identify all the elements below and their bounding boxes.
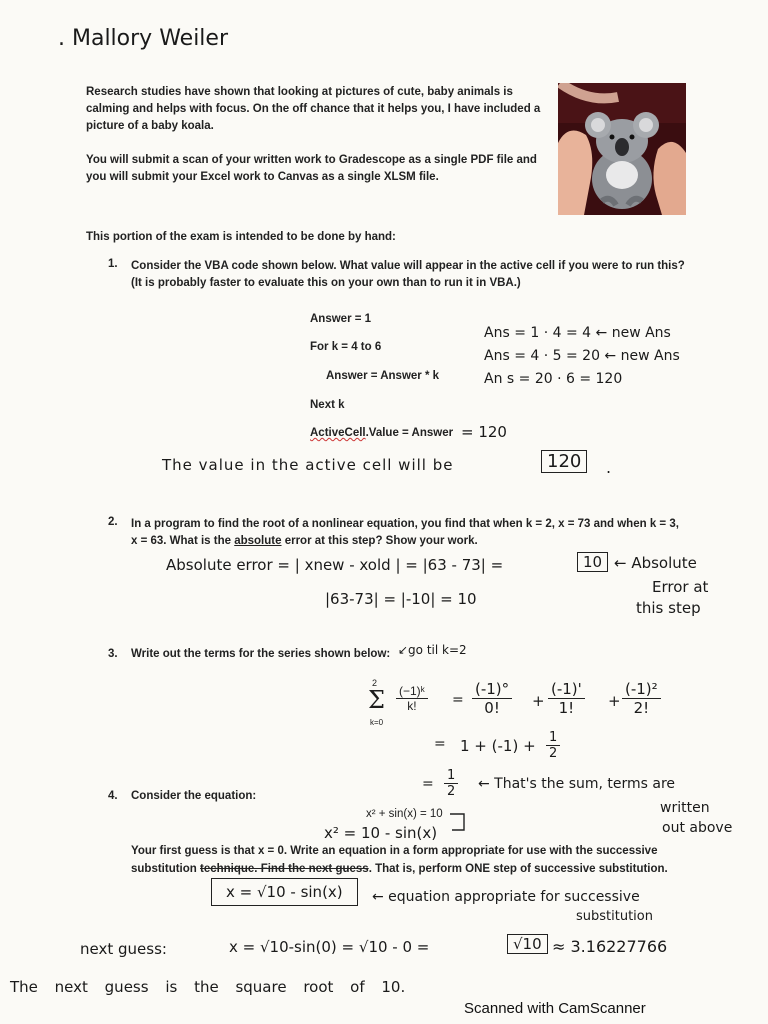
q3-half-1-den: 2: [549, 746, 558, 761]
q4-text-b: . That is, perform ONE step of successive substitution.: [368, 863, 668, 875]
intro-paragraph-2: You will submit a scan of your written work to Gradescope as a single PDF file and you will submit your Excel work to Canvas as a single XLSM file.: [86, 154, 537, 183]
q3-sum-sigma: Σ: [368, 686, 385, 714]
q2-hw-arrow-label: ← Absolute: [614, 554, 697, 572]
q4-text: [131, 842, 687, 878]
q2-text: [131, 516, 687, 550]
baby-koala-photo: [558, 83, 686, 215]
q3-hw-sum-text: ← That's the sum, terms are: [478, 776, 676, 792]
q4-hw-arrow-bracket: [448, 812, 470, 834]
q1-hw-equals-120: = 120: [461, 423, 507, 441]
q4-hw-boxed-equation: x = √10 - sin(x): [211, 878, 358, 906]
q2-hw-this-step: this step: [636, 599, 701, 617]
q3-series-expression: [368, 678, 672, 730]
q3-term-2-num: (-1)²: [622, 680, 661, 699]
q3-sum-upper: 2: [372, 678, 378, 688]
q4-hw-equation-note: ← equation appropriate for successive: [372, 889, 640, 905]
q3-half-2-den: 2: [447, 784, 456, 799]
q1-hw-result-period: .: [606, 458, 612, 477]
q3-term-1-den: 1!: [558, 699, 575, 717]
student-name: . Mallory Weiler: [58, 26, 228, 51]
q3-term-0-num: (-1)°: [472, 680, 512, 699]
q4-hw-final-statement: The next guess is the square root of 10.: [10, 978, 406, 996]
q3-eq-2: =: [434, 736, 446, 752]
q4-number: 4.: [108, 790, 118, 802]
q1-text: Consider the VBA code shown below. What value will appear in the active cell if you were to run this? (It is probably faster to evaluate this on your own than to run it in VBA.): [131, 260, 685, 289]
q4-hw-substitution: substitution: [576, 909, 653, 924]
q3-half-2: [444, 768, 458, 799]
section-note: This portion of the exam is intended to be done by hand:: [86, 231, 396, 243]
q3-plus-1: +: [532, 692, 545, 710]
q1-code-line-1: Answer = 1: [310, 313, 372, 325]
q1-hw-ans-1: Ans = 1 · 4 = 4 ← new Ans: [484, 325, 671, 341]
q2-text-underlined: absolute: [234, 535, 282, 547]
q4-text-intro: Consider the equation:: [131, 790, 257, 802]
q2-text-a: In a program to find the root of a nonlinear equation, you find that when k = 2, x = 73 and when k = 3, x = 63. What is the: [131, 518, 679, 547]
q3-term-2-den: 2!: [633, 699, 650, 717]
q4-text-struck: technique. Find the next guess: [200, 863, 369, 875]
q1-code-line-4: Next k: [310, 399, 345, 411]
q2-hw-line-2: |63-73| = |-10| = 10: [325, 590, 477, 608]
q3-sum-numerator: (−1)ᵏ: [396, 684, 428, 699]
q4-hw-next-guess-calc: x = √10-sin(0) = √10 - 0 =: [229, 938, 430, 956]
q3-half-1: [546, 730, 560, 761]
q3-line-2: 1 + (-1) +: [460, 737, 536, 755]
q1-hw-result-boxed: 120: [541, 450, 587, 473]
q1-hw-ans-2: Ans = 4 · 5 = 20 ← new Ans: [484, 348, 680, 364]
scanner-watermark: Scanned with CamScanner: [460, 1000, 650, 1017]
q3-eq-1: =: [452, 692, 464, 708]
q3-sum-denominator: k!: [407, 699, 417, 713]
q3-term-1: [548, 680, 585, 717]
q3-term-0-den: 0!: [484, 699, 500, 717]
q1-code-line-5: [310, 427, 453, 439]
q4-hw-rearranged: x² = 10 - sin(x): [324, 824, 438, 842]
q2-number: 2.: [108, 516, 118, 528]
q3-sum-lower: k=0: [370, 718, 384, 727]
q4-hw-boxed-sqrt: √10: [507, 934, 548, 954]
q4-hw-next-guess-label: next guess:: [80, 940, 167, 958]
q2-hw-line-1: Absolute error = | xnew - xold | = |63 - 73| =: [166, 556, 504, 574]
q3-eq-3: =: [422, 776, 434, 792]
intro-paragraph-1: Research studies have shown that looking at pictures of cute, baby animals is calming and helps with focus. On the off chance that it helps you, I have included a picture of a baby koala.: [86, 86, 541, 132]
q3-number: 3.: [108, 648, 118, 660]
q4-equation: x² + sin(x) = 10: [366, 808, 443, 820]
q2-hw-error-at: Error at: [652, 578, 709, 596]
q3-half-2-num: 1: [444, 768, 458, 784]
q2-text-b: error at this step? Show your work.: [281, 535, 478, 547]
q3-half-1-num: 1: [546, 730, 560, 746]
q4-hw-approx: ≈ 3.16227766: [552, 937, 668, 956]
q3-sum-fraction: [396, 684, 428, 713]
q1-number: 1.: [108, 258, 118, 270]
q1-hw-ans-3: An s = 20 · 6 = 120: [484, 371, 623, 387]
q4-text-a: Your first guess is that x = 0. Write an equation in a form appropriate for use with the successive substitution: [131, 845, 658, 875]
q3-term-0: [472, 680, 512, 717]
q3-term-1-num: (-1)': [548, 680, 585, 699]
q3-hw-written: written: [660, 800, 710, 816]
q3-term-2: [622, 680, 661, 717]
q1-hw-result-text: The value in the active cell will be: [162, 456, 454, 474]
q1-code-line-5-object: ActiveCell: [310, 427, 366, 439]
q3-plus-2: +: [608, 692, 621, 710]
q3-hw-go-til: ↙go til k=2: [398, 643, 467, 657]
q1-code-line-5-rest: .Value = Answer: [365, 427, 454, 439]
q3-text: Write out the terms for the series shown below:: [131, 648, 391, 660]
q1-code-line-2: For k = 4 to 6: [310, 341, 382, 353]
q2-hw-boxed-answer: 10: [577, 552, 608, 572]
q3-hw-out-above: out above: [662, 820, 733, 836]
q1-code-line-3: Answer = Answer * k: [326, 370, 440, 382]
